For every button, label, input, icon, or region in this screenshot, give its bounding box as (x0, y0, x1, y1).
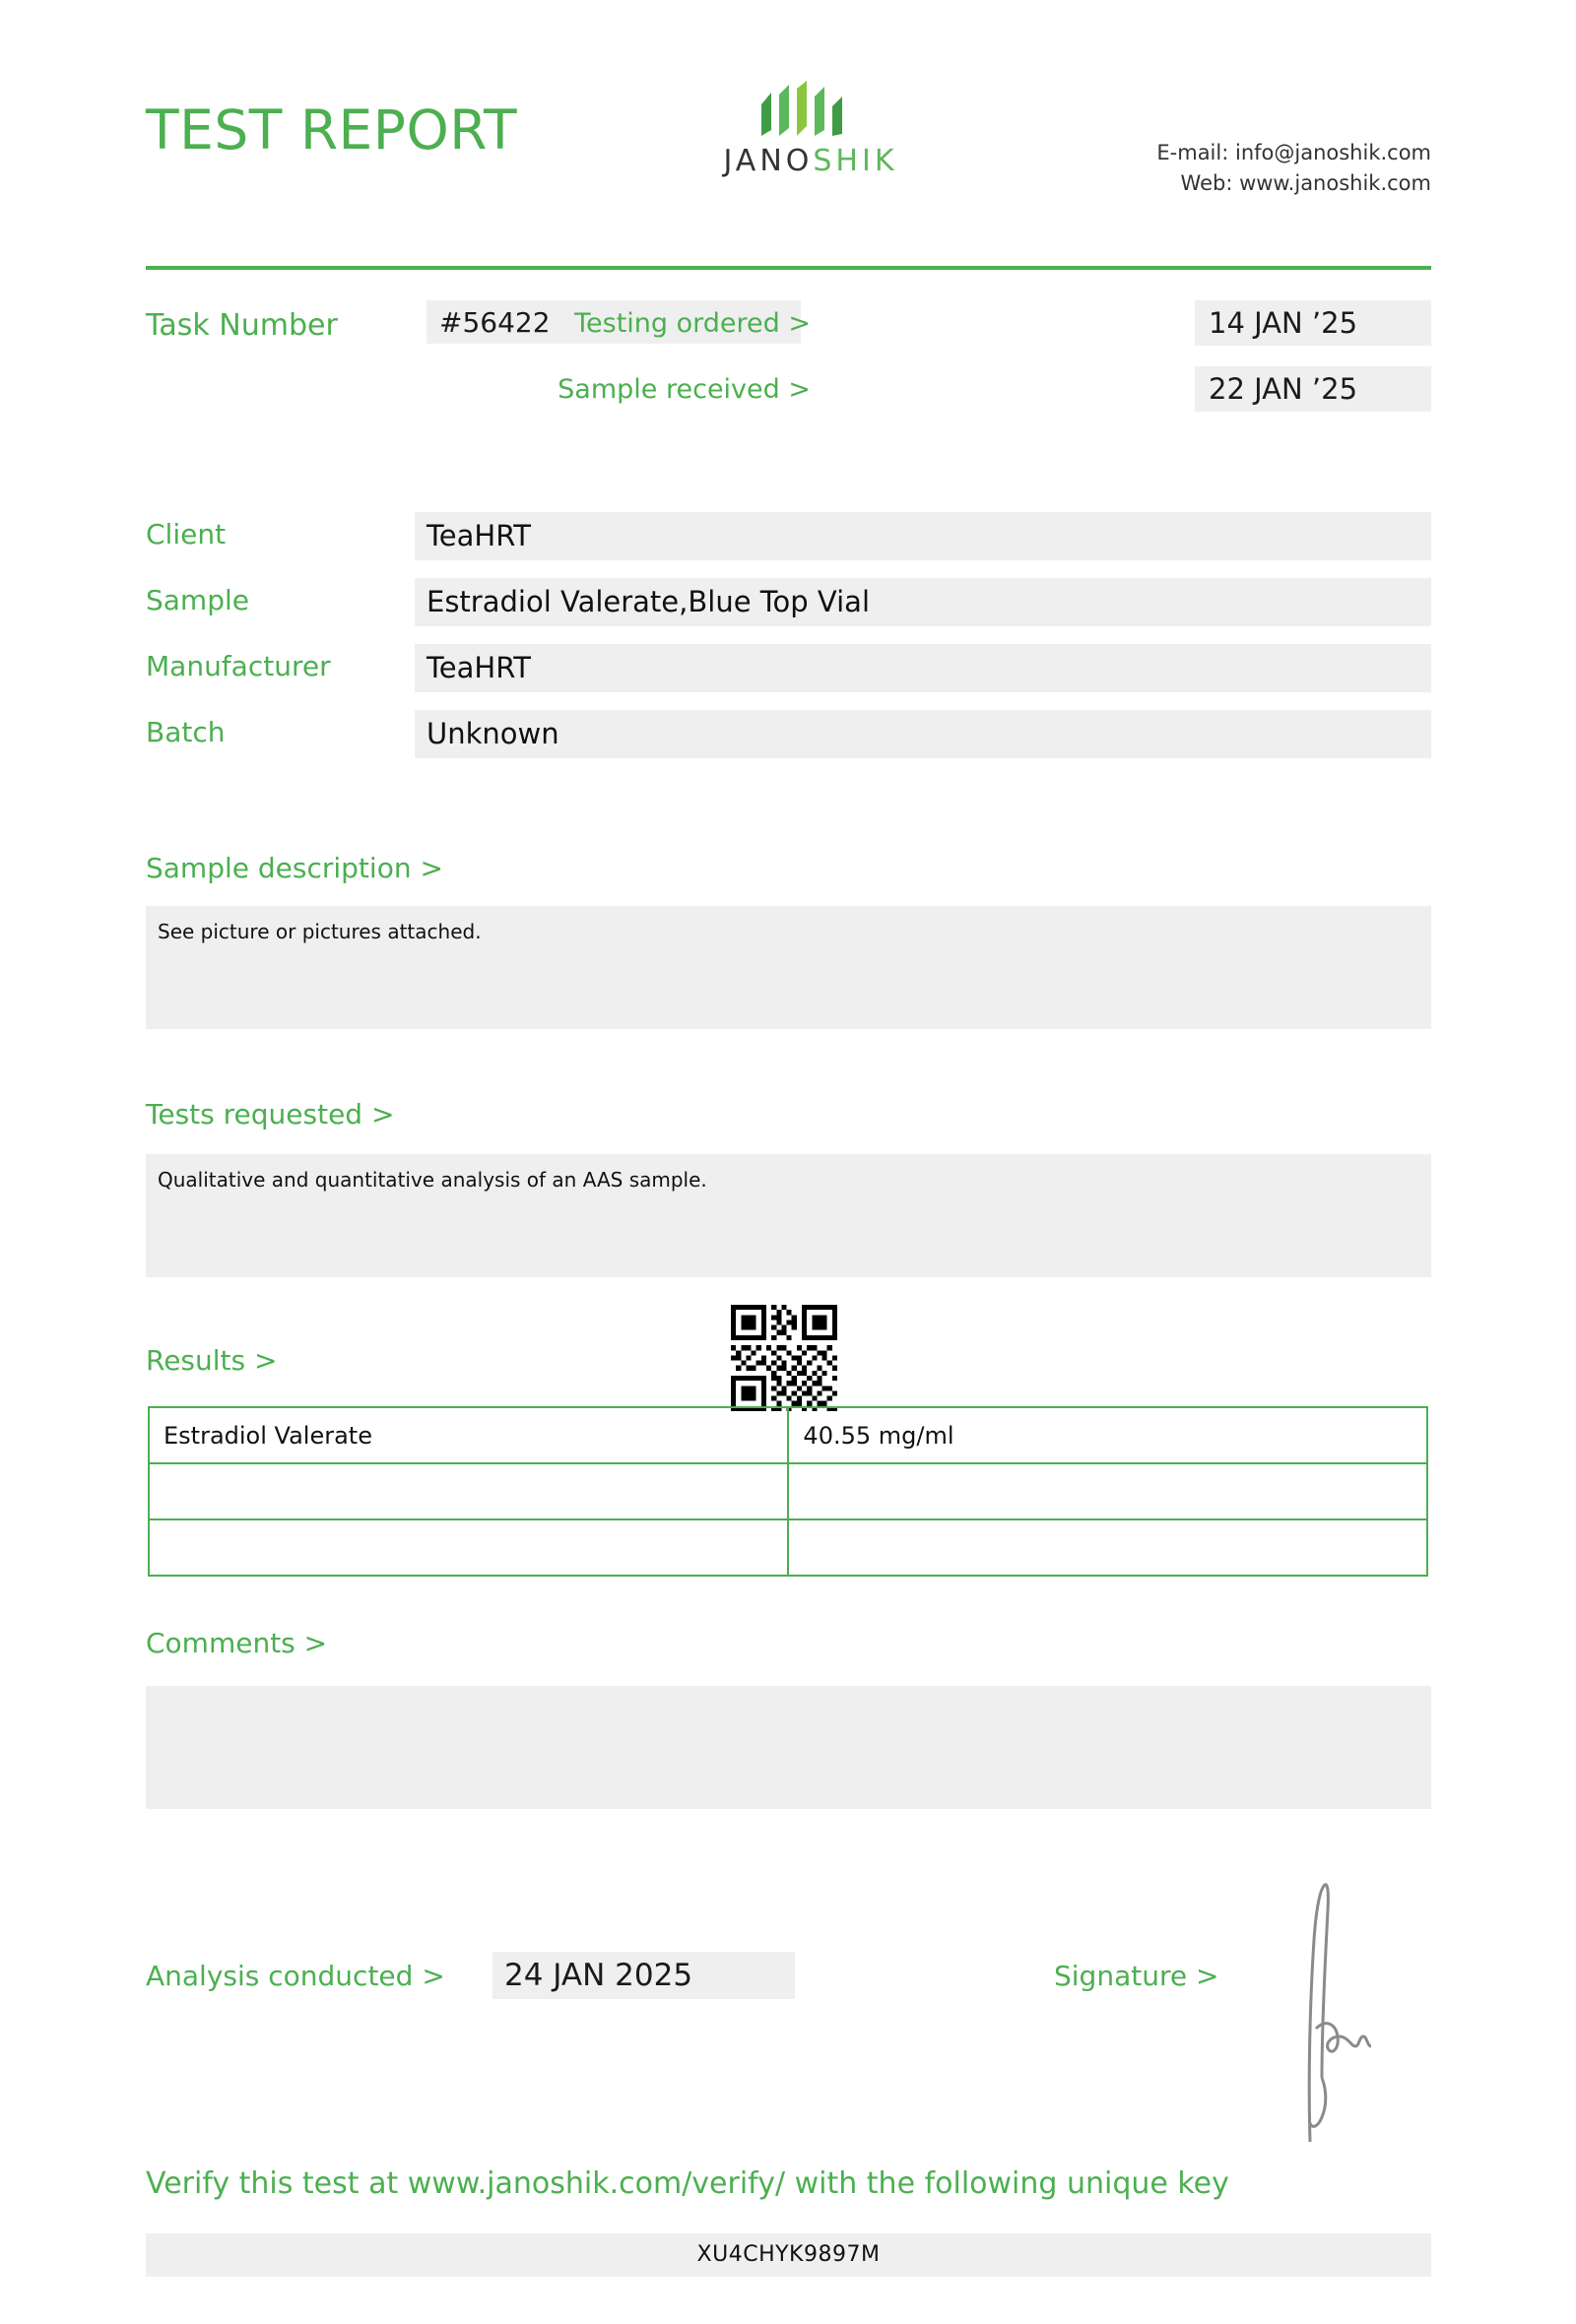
comments-title: Comments > (146, 1627, 328, 1659)
info-row-batch (146, 710, 1431, 776)
signature-image (1271, 1881, 1399, 2147)
table-row (149, 1463, 1427, 1519)
sample-description-text: See picture or pictures attached. (146, 906, 1431, 1029)
sample-info-table (146, 512, 1431, 776)
contact-web: Web: www.janoshik.com (1180, 171, 1431, 195)
sample-received-label: Sample received > (558, 374, 811, 405)
result-value (788, 1519, 1427, 1576)
signature-label: Signature > (1054, 1960, 1219, 1992)
qr-code-icon (731, 1305, 837, 1411)
task-number-value: #56422 (427, 300, 801, 344)
info-value-manufacturer: TeaHRT (415, 644, 1431, 692)
logo-word-dark: JANO (723, 144, 814, 178)
task-section (146, 300, 1431, 409)
sample-received-value: 22 JAN ’25 (1195, 366, 1431, 412)
janoshik-logo (697, 79, 924, 178)
report-header (146, 0, 1431, 195)
table-row (149, 1519, 1427, 1576)
info-label-manufacturer: Manufacturer (146, 650, 331, 682)
info-row-manufacturer (146, 644, 1431, 710)
contact-email: E-mail: info@janoshik.com (1156, 141, 1431, 164)
tests-requested-title: Tests requested > (146, 1098, 395, 1130)
info-row-client (146, 512, 1431, 578)
logo-mark-icon (752, 79, 870, 140)
info-label-client: Client (146, 518, 227, 550)
results-table (148, 1406, 1428, 1577)
header-divider (146, 266, 1431, 270)
result-analyte (149, 1519, 788, 1576)
result-analyte: Estradiol Valerate (149, 1407, 788, 1463)
result-analyte (149, 1463, 788, 1519)
info-value-client: TeaHRT (415, 512, 1431, 560)
task-number-label: Task Number (146, 308, 338, 343)
info-row-sample (146, 578, 1431, 644)
info-value-sample: Estradiol Valerate,Blue Top Vial (415, 578, 1431, 626)
comments-text (146, 1686, 1431, 1809)
logo-word-green: SHIK (813, 144, 898, 178)
qr-code (731, 1305, 837, 1411)
tests-requested-text: Qualitative and quantitative analysis of an AAS sample. (146, 1154, 1431, 1277)
page-title: TEST REPORT (146, 98, 518, 161)
analysis-conducted-date: 24 JAN 2025 (492, 1952, 795, 1999)
result-value (788, 1463, 1427, 1519)
table-row (149, 1407, 1427, 1463)
unique-key: XU4CHYK9897M (146, 2233, 1431, 2277)
info-label-batch: Batch (146, 716, 226, 748)
testing-ordered-label: Testing ordered > (574, 308, 811, 339)
analysis-conducted-label: Analysis conducted > (146, 1960, 445, 1992)
sample-description-title: Sample description > (146, 852, 443, 884)
verify-text: Verify this test at www.janoshik.com/verify/ with the following unique key (146, 2166, 1229, 2201)
info-label-sample: Sample (146, 584, 249, 616)
results-title: Results > (146, 1344, 278, 1377)
result-value: 40.55 mg/ml (788, 1407, 1427, 1463)
testing-ordered-value: 14 JAN ’25 (1195, 300, 1431, 346)
contact-info (1156, 138, 1431, 199)
info-value-batch: Unknown (415, 710, 1431, 758)
logo-wordmark (697, 144, 924, 178)
